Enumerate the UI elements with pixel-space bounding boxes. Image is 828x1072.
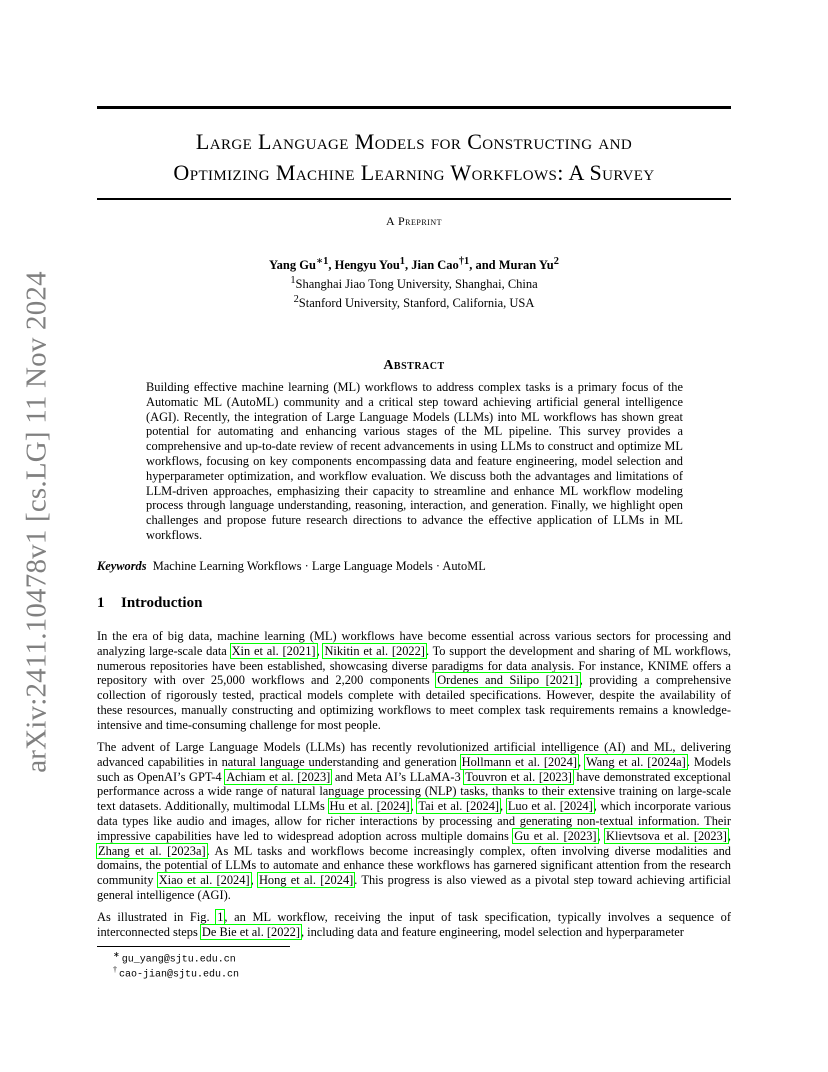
- keywords-line: Keywords Machine Learning Workflows · Large Language Models · AutoML: [97, 559, 486, 573]
- citation-link[interactable]: Xiao et al. [2024]: [158, 873, 250, 888]
- citation-link[interactable]: Achiam et al. [2023]: [226, 769, 331, 784]
- arxiv-stamp: arXiv:2411.10478v1 [cs.LG] 11 Nov 2024: [20, 271, 53, 773]
- abstract-body: Building effective machine learning (ML) workflows to address complex tasks is a primary focus of the Automatic ML (AutoML) community and a critical step toward achieving artificial general intelligence (AGI). Recently, the integration of Large Language Models (LLMs) into ML workflows has shown great potential for automating and enhancing various stages of the ML pipeline. This survey provides a comprehensive and up-to-date review of recent advancements in using LLMs to construct and optimize ML workflows, focusing on key components encompassing data and feature engineering, model selection and hyperparameter optimization, and workflow evaluation. We discuss both the advantages and limitations of LLM-driven approaches, emphasizing their capacity to streamline and enhance ML workflow modeling process through language understanding, reasoning, interaction, and generation. Finally, we highlight open challenges and propose future research directions to advance the effective application of LLMs in ML workflows.: [146, 380, 683, 542]
- citation-link[interactable]: Nikitin et al. [2022]: [324, 643, 425, 658]
- citation-link[interactable]: Luo et al. [2024]: [507, 799, 593, 814]
- citation-link[interactable]: Hu et al. [2024]: [329, 799, 410, 814]
- figure-link[interactable]: 1: [217, 910, 224, 924]
- citation-link[interactable]: Xin et al. [2021]: [231, 643, 316, 658]
- footnote-2: † cao-jian@sjtu.edu.cn: [113, 965, 240, 981]
- citation-link[interactable]: Hong et al. [2024]: [258, 873, 354, 888]
- footnote-rule: [97, 946, 290, 947]
- preprint-label: A Preprint: [385, 214, 442, 228]
- citation-link[interactable]: Ordenes and Silipo [2021]: [437, 673, 579, 688]
- author-names: Yang $Gu^{∗1}$, Hengyu You$^1$, Jian Cao$^{\dagger 1}$, and Muran Yu$^2$: [269, 256, 559, 273]
- citation-link[interactable]: Touvron et al. [2023]: [465, 769, 572, 784]
- paper-title: Large Language Models for Constructing and Optimizing Machine Learning Workflows: A Survey: [173, 129, 655, 185]
- citation-link[interactable]: Hollmann et al. [2024]: [461, 754, 577, 769]
- title-rule: [97, 198, 731, 200]
- citation-link[interactable]: Zhang et al. [2023a]: [98, 843, 206, 858]
- intro-paragraph-3: As illustrated in Fig. 1, an ML workflow, receiving the input of task specification, typically involves a sequence of interconnected steps De Bie et al. [2022], including data and feature engineering, model selection and hyperparameter: [97, 910, 731, 939]
- abstract-heading: Abstract: [383, 358, 445, 373]
- intro-paragraph-2: The advent of Large Language Models (LLMs) has recently revolutionized artificial intelligence (AI) and ML, delivering advanced capabilities in natural language understanding and generation Hollmann et al. [2024], Wang et al. [2024a]. Models such as OpenAI’s GPT-4 Achiam et al. [2023] and Meta AI’s LLaMA-3 Touvron et al. [2023] have demonstrated exceptional performance across a wide range of natural language processing (NLP) tasks, thanks to their extensive training on large-scale text datasets. Additionally, multimodal LLMs Hu et al. [2024], Tai et al. [2024], Luo et al. [2024], which incorporate various data types like audio and images, allow for richer interactions by processing and generating non-textual information. Their impressive capabilities have led to widespread adoption across multiple domains Gu et al. [2023], Klievtsova et al. [2023], Zhang et al. [2023a]. As ML tasks and workflows become increasingly complex, often involving diverse modalities and domains, the potential of LLMs to automate and enhance these workflows has garnered significant attention from the research community Xiao et al. [2024], Hong et al. [2024]. This progress is also viewed as a pivotal step toward achieving artificial general intelligence (AGI).: [97, 740, 731, 902]
- citation-link[interactable]: Wang et al. [2024a]: [585, 754, 686, 769]
- intro-paragraph-1: In the era of big data, machine learning (ML) workflows have become essential across various sectors for processing and analyzing large-scale data Xin et al. [2021], Nikitin et al. [2022]. To support the development and sharing of ML workflows, numerous repositories have been established, showcasing diverse paradigms for data analysis. For instance, KNIME offers a repository with over 25,000 workflows and 2,200 components Ordenes and Silipo [2021], providing a comprehensive collection of rigorously tested, practical models complete with detailed specifications. However, despite the availability of these resources, manually constructing and optimizing workflows to meet complex task requirements remains a knowledge-intensive and time-consuming challenge for most people.: [97, 629, 731, 732]
- citation-link[interactable]: Klievtsova et al. [2023]: [606, 828, 727, 843]
- top-rule: [97, 106, 731, 109]
- section-heading-introduction: 1 Introduction: [97, 595, 203, 611]
- affiliation-2: $^2$Stanford University, Stanford, California, USA: [293, 294, 535, 311]
- citation-link[interactable]: Tai et al. [2024]: [418, 799, 500, 814]
- affiliation-1: $^1$Shanghai Jiao Tong University, Shanghai, China: [290, 275, 538, 292]
- author-block: [97, 254, 731, 311]
- footnote-1: ∗ gu_yang@sjtu.edu.cn: [113, 950, 236, 966]
- citation-link[interactable]: De Bie et al. [2022]: [201, 924, 300, 939]
- citation-link[interactable]: Gu et al. [2023]: [514, 828, 597, 843]
